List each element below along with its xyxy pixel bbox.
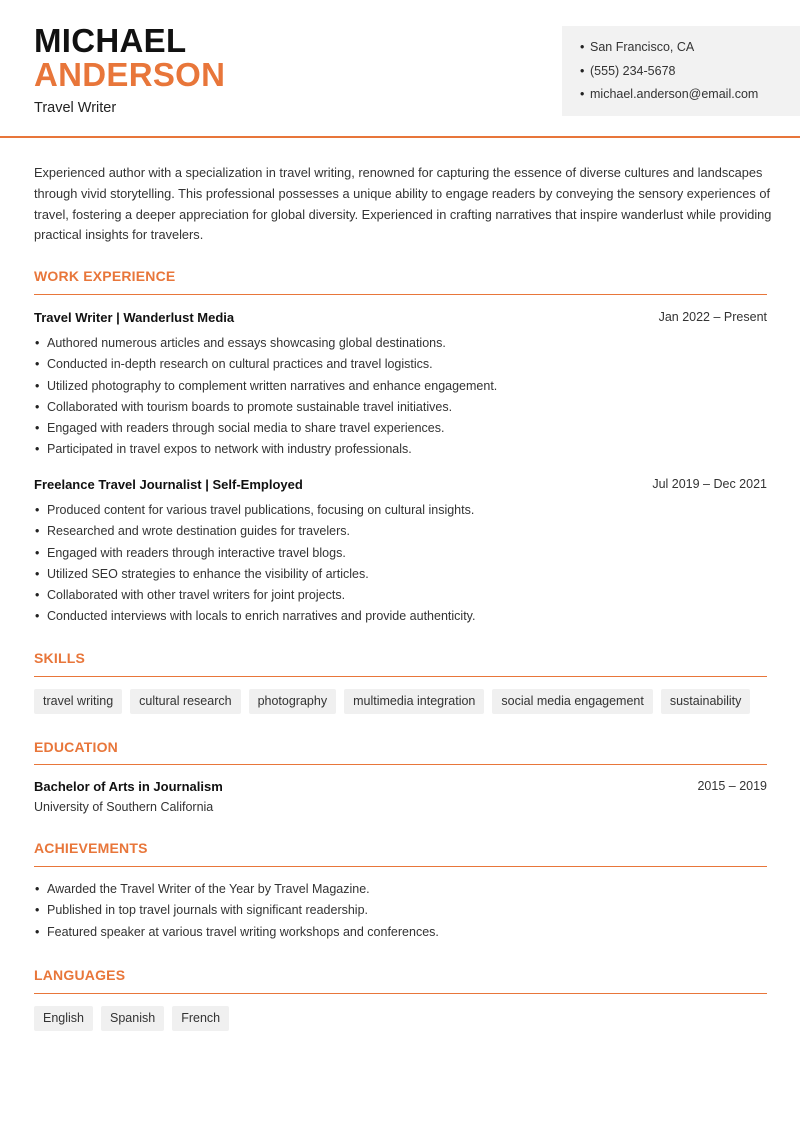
list-item: • Produced content for various travel publications, focusing on cultural insights. — [34, 502, 767, 523]
list-item: • Featured speaker at various travel writing workshops and conferences. — [34, 924, 767, 945]
list-item: • Conducted interviews with locals to enrich narratives and provide authenticity. — [34, 608, 767, 629]
section-divider — [34, 993, 767, 994]
section-title-education: EDUCATION — [34, 739, 118, 755]
languages-list — [34, 1006, 229, 1031]
contact-phone: • (555) 234-5678 — [580, 62, 800, 86]
section-divider — [34, 294, 767, 295]
list-item: • Utilized photography to complement written narratives and enhance engagement. — [34, 378, 767, 399]
profile-summary: Experienced author with a specialization in travel writing, renowned for capturing the essence of diverse cultures and landscapes through vivid storytelling. This professional possesses a unique ability to engage readers by conveying the sensory experiences of travel, fostering a deeper appreciation for global diversity. Experienced in crafting narratives that inspire wanderlust while providing practical insights for travelers. — [34, 165, 772, 243]
degree: Bachelor of Arts in Journalism — [34, 779, 223, 794]
section-title-languages: LANGUAGES — [34, 967, 126, 983]
section-title-skills: SKILLS — [34, 650, 85, 666]
list-item: • Participated in travel expos to network with industry professionals. — [34, 441, 767, 462]
job-dates: Jan 2022 – Present — [658, 310, 767, 324]
section-title-achievements: ACHIEVEMENTS — [34, 840, 148, 856]
list-item: • Authored numerous articles and essays showcasing global destinations. — [34, 335, 767, 356]
language-chip: English — [34, 1006, 93, 1031]
list-item: • Engaged with readers through social media to share travel experiences. — [34, 420, 767, 441]
skills-list — [34, 689, 750, 714]
skill-chip: cultural research — [130, 689, 240, 714]
list-item: • Published in top travel journals with significant readership. — [34, 902, 767, 923]
skill-chip: social media engagement — [492, 689, 652, 714]
contact-box — [562, 26, 800, 116]
list-item: • Awarded the Travel Writer of the Year by Travel Magazine. — [34, 881, 767, 902]
skill-chip: photography — [249, 689, 337, 714]
last-name: ANDERSON — [34, 56, 226, 93]
list-item: • Conducted in-depth research on cultural practices and travel logistics. — [34, 356, 767, 377]
section-divider — [34, 764, 767, 765]
section-divider — [34, 866, 767, 867]
skill-chip: travel writing — [34, 689, 122, 714]
list-item: • Collaborated with other travel writers for joint projects. — [34, 587, 767, 608]
list-item: • Collaborated with tourism boards to promote sustainable travel initiatives. — [34, 399, 767, 420]
job-header — [34, 477, 767, 492]
education-dates: 2015 – 2019 — [697, 779, 767, 793]
contact-location: • San Francisco, CA — [580, 38, 800, 62]
job-role: Travel Writer | Wanderlust Media — [34, 310, 235, 325]
language-chip: French — [172, 1006, 229, 1031]
list-item: • Researched and wrote destination guides for travelers. — [34, 523, 767, 544]
education-header — [34, 779, 767, 794]
section-title-work: WORK EXPERIENCE — [34, 268, 176, 284]
job-dates: Jul 2019 – Dec 2021 — [652, 477, 767, 491]
list-item: • Utilized SEO strategies to enhance the visibility of articles. — [34, 566, 767, 587]
job-bullet-list — [34, 502, 767, 630]
skill-chip: multimedia integration — [344, 689, 484, 714]
job-role: Freelance Travel Journalist | Self-Employed — [34, 477, 303, 492]
job-title: Travel Writer — [34, 100, 117, 116]
achievements-list — [34, 881, 767, 945]
section-divider — [34, 676, 767, 677]
contact-email[interactable]: • michael.anderson@email.com — [580, 85, 800, 109]
job-header — [34, 310, 767, 325]
language-chip: Spanish — [101, 1006, 164, 1031]
job-bullet-list — [34, 335, 767, 463]
school-name: University of Southern California — [34, 800, 214, 814]
contact-list — [580, 38, 800, 109]
first-name: MICHAEL — [34, 22, 187, 59]
skill-chip: sustainability — [661, 689, 751, 714]
resume-header — [0, 0, 800, 138]
list-item: • Engaged with readers through interactive travel blogs. — [34, 545, 767, 566]
